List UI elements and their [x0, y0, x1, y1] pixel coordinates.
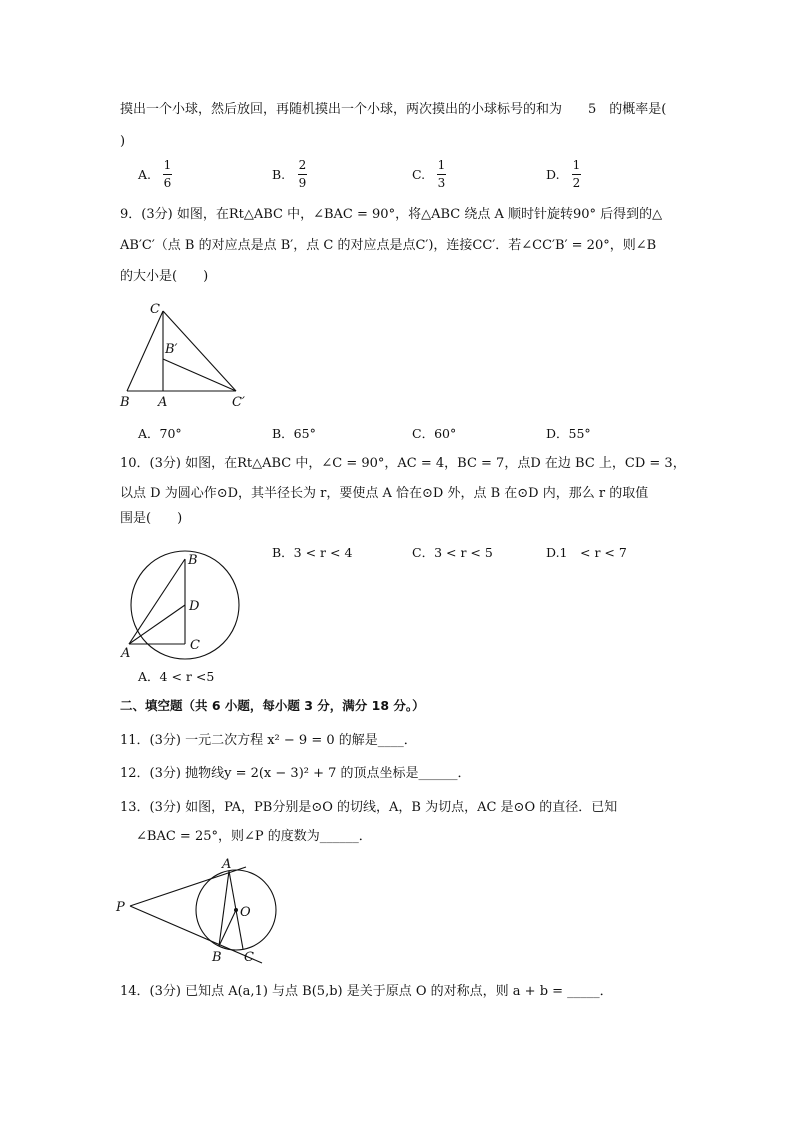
q10-option-a[interactable]: A．4 < r <5 [138, 669, 215, 684]
q8-stem-line2: ) [120, 134, 126, 149]
q8-option-c-numerator: 1 [437, 158, 446, 172]
q8-option-c-denominator: 3 [437, 176, 446, 190]
q8-option-d-fraction [572, 158, 581, 190]
q13-tangent-figure [110, 855, 285, 967]
q9-stem-line2: AB′C′（点 B 的对应点是点 B′，点 C 的对应点是点C′)，连接CC′．若∠CC′B′ = 20°，则∠B [120, 238, 657, 253]
q8-option-b-numerator: 2 [298, 158, 307, 172]
q10-option-d[interactable]: D.1 < r < 7 [546, 545, 627, 560]
q13-stem-line1: 13．(3分) 如图，PA，PB分别是⊙O 的切线，A，B 为切点，AC 是⊙O 的直径．已知 [120, 800, 618, 815]
q8-option-b-denominator: 9 [298, 176, 307, 190]
q8-option-a-fraction [163, 158, 172, 190]
q14-stem: 14．(3分) 已知点 A(a,1) 与点 B(5,b) 是关于原点 O 的对称点，则 a + b = _____． [120, 984, 613, 999]
q13-label-a: A [222, 857, 232, 872]
q9-option-a[interactable]: A．70° [138, 426, 182, 441]
q10-option-b[interactable]: B．3 < r < 4 [272, 545, 353, 560]
q12-stem: 12．(3分) 抛物线y = 2(x − 3)² + 7 的顶点坐标是______． [120, 766, 471, 781]
q8-option-b-fraction [298, 158, 307, 190]
q9-triangle-figure [110, 298, 280, 413]
q9-label-c: C [150, 302, 160, 317]
q9-label-c-prime: C′ [232, 395, 245, 410]
q9-label-b: B [120, 395, 130, 410]
q10-circle-figure [115, 543, 250, 663]
q8-option-a-numerator: 1 [163, 158, 172, 172]
q9-option-b[interactable]: B．65° [272, 426, 316, 441]
q9-label-b-prime: B′ [165, 342, 178, 357]
q8-option-c-letter: C. [412, 167, 426, 182]
q10-option-c[interactable]: C．3 < r < 5 [412, 545, 493, 560]
q11-stem: 11．(3分) 一元二次方程 x² − 9 = 0 的解是____． [120, 733, 417, 748]
q13-label-o: O [240, 905, 251, 920]
q8-option-d-numerator: 1 [572, 158, 581, 172]
q10-stem-line1: 10．(3分) 如图，在Rt△ABC 中，∠C = 90°，AC = 4，BC = 7，点D 在边 BC 上，CD = 3， [120, 456, 686, 471]
q10-label-a: A [121, 646, 131, 661]
q13-stem-line2: ∠BAC = 25°，则∠P 的度数为______． [136, 829, 372, 844]
q8-option-c-fraction [437, 158, 446, 190]
q13-label-c: C [244, 950, 254, 965]
q9-stem-line3: 的大小是( ) [120, 269, 209, 284]
q10-label-d: D [189, 599, 200, 614]
q8-option-d-letter: D. [546, 167, 560, 182]
q9-option-c[interactable]: C．60° [412, 426, 457, 441]
q8-option-b-letter: B. [272, 167, 286, 182]
q10-stem-line2: 以点 D 为圆心作⊙D，其半径长为 r，要使点 A 恰在⊙D 外，点 B 在⊙D 内，那么 r 的取值 [120, 486, 649, 501]
q10-label-c: C [190, 638, 200, 653]
q13-label-b: B [212, 950, 222, 965]
q9-option-d[interactable]: D．55° [546, 426, 591, 441]
q8-option-a-denominator: 6 [163, 176, 172, 190]
q10-label-b: B [188, 553, 198, 568]
q8-option-d-denominator: 2 [572, 176, 581, 190]
q9-label-a: A [158, 395, 168, 410]
q9-stem-line1: 9．(3分) 如图，在Rt△ABC 中，∠BAC = 90°，将△ABC 绕点 A 顺时针旋转90° 后得到的△ [120, 207, 663, 222]
q8-stem-line1: 摸出一个小球，然后放回，再随机摸出一个小球，两次摸出的小球标号的和为 5 的概率是( [120, 102, 667, 117]
q10-stem-line3: 围是( ) [120, 511, 183, 526]
q13-label-p: P [116, 900, 125, 915]
section-heading-fill-in: 二、填空题（共 6 小题，每小题 3 分，满分 18 分。） [120, 698, 425, 713]
q8-option-a-letter: A. [138, 167, 152, 182]
